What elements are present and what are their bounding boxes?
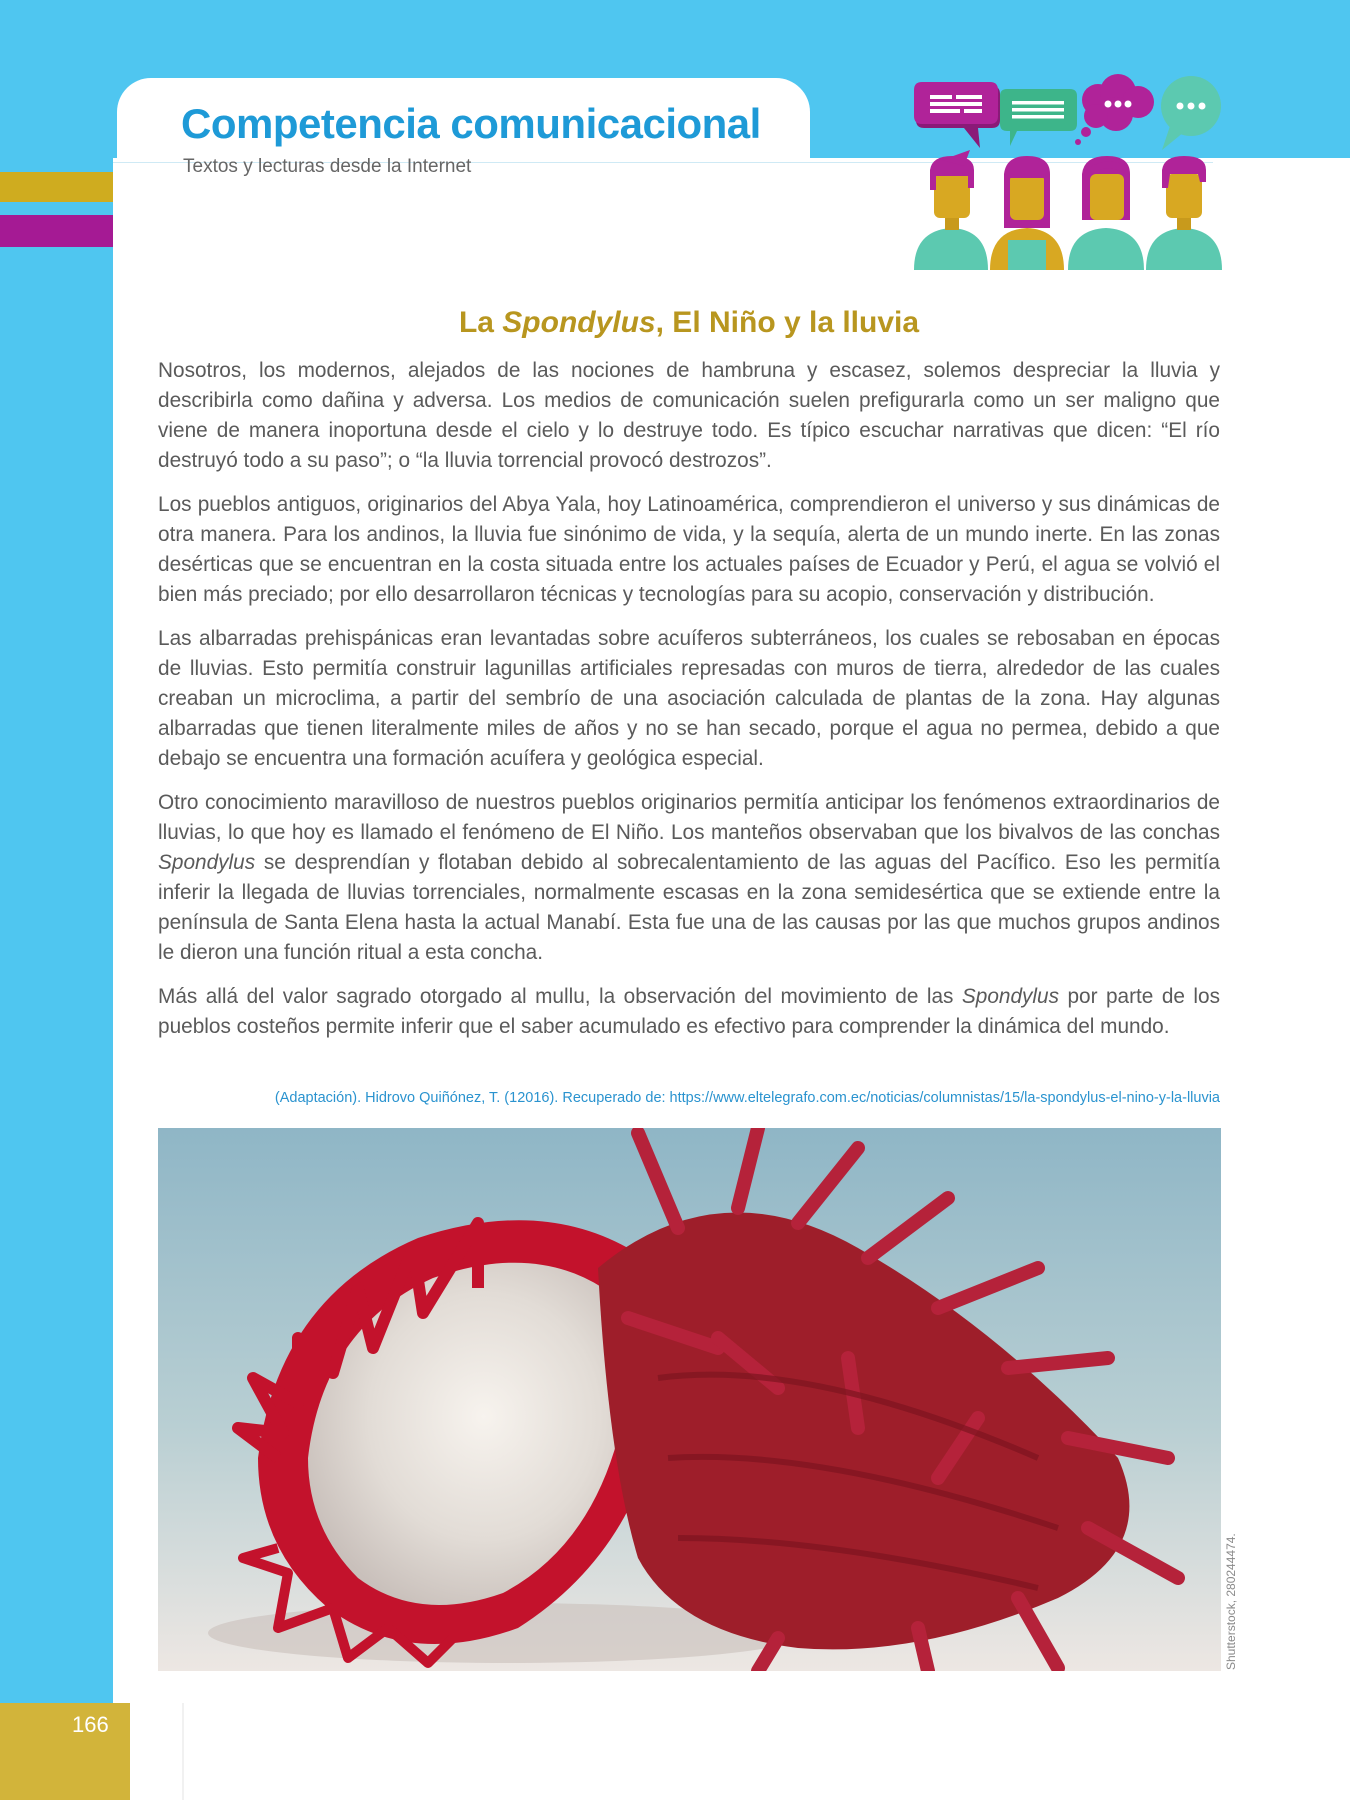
chat-bubble-text-icon — [1000, 89, 1077, 146]
page-number: 166 — [72, 1712, 109, 1737]
paragraph-5-part-a: Más allá del valor sagrado otorgado al mullu, la observación del movimiento de las — [158, 985, 962, 1008]
magenta-stripe — [0, 215, 113, 247]
paragraph-4-italic: Spondylus — [158, 851, 256, 874]
article-title — [158, 306, 1220, 340]
left-color-band — [0, 158, 113, 1703]
chat-bubble-lines-icon — [914, 82, 1000, 148]
section-title: Competencia comunicacional — [181, 100, 761, 147]
article-title-suffix: , El Niño y la lluvia — [655, 306, 920, 339]
article-title-italic: Spondylus — [502, 306, 656, 339]
paragraph-4 — [158, 788, 1220, 968]
paragraph-4-part-b: se desprendían y flotaban debido al sobrecalentamiento de las aguas del Pacífico. Eso les permitía inferir la llegada de lluvias torrenciales, normalmente escasas en la zona semidesértica que se extiende entre la península de Santa Elena hasta la actual Manabí. Esta fue una de las causas por las que muchos grupos andinos le dieron una función ritual a esta concha. — [158, 851, 1220, 964]
paragraph-3: Las albarradas prehispánicas eran levantadas sobre acuíferos subterráneos, los cuales se rebosaban en épocas de lluvias. Esto permitía construir lagunillas artificiales represadas con muros de tierra, alrededor de las cuales creaban un microclima, a partir del sembrío de una asociación calculada de plantas de la zona. Hay algunas albarradas que tienen literalmente miles de años y no se han secado, porque el agua no permea, debido a que debajo se encuentra una formación acuífera y geológica especial. — [158, 627, 1220, 770]
chat-bubble-dots-icon — [1161, 76, 1221, 150]
page-number-box — [0, 1703, 130, 1800]
person-2-icon — [990, 156, 1064, 270]
paragraph-4-part-a: Otro conocimiento maravilloso de nuestros pueblos originarios permitía anticipar los fenómenos extraordinarios de lluvias, lo que hoy es llamado el fenómeno de El Niño. Los manteños observaban que los bivalvos de las conchas — [158, 791, 1220, 844]
person-1-icon — [914, 150, 988, 270]
article-body — [158, 356, 1220, 1056]
person-4-icon — [1146, 156, 1222, 270]
section-subtitle: Textos y lecturas desde la Internet — [183, 156, 472, 177]
article-title-prefix: La — [458, 306, 503, 339]
paragraph-1: Nosotros, los modernos, alejados de las nociones de hambruna y escasez, solemos despreciar la lluvia y describirla como dañina y adversa. Los medios de comunicación suelen prefigurarla como un ser maligno que viene de manera inoportuna desde el cielo y lo destruye todo. Es típico escuchar narrativas que dicen: “El río destruyó todo a su paso”; o “la lluvia torrencial provocó destrozos”. — [158, 359, 1220, 472]
person-3-icon — [1068, 156, 1144, 270]
paragraph-5-part-b: por parte de los pueblos costeños permite inferir que el saber acumulado es efectivo para comprender la dinámica del mundo. — [158, 985, 1220, 1038]
source-citation: (Adaptación). Hidrovo Quiñónez, T. (12016). Recuperado de: https://www.eltelegrafo.com.ec/noticias/columnistas/15/la-spondylus-el-nino-y-la-lluvia — [274, 1090, 1220, 1106]
paragraph-5-italic: Spondylus — [961, 985, 1059, 1008]
paragraph-5 — [158, 982, 1220, 1042]
page-divider — [182, 1703, 184, 1800]
thought-bubble-icon — [1075, 74, 1154, 145]
photo-credit: Shutterstock, 280244474. — [1224, 1533, 1238, 1670]
gold-stripe — [0, 172, 113, 202]
people-chat-illustration — [912, 70, 1224, 280]
paragraph-2: Los pueblos antiguos, originarios del Abya Yala, hoy Latinoamérica, comprendieron el universo y sus dinámicas de otra manera. Para los andinos, la lluvia fue sinónimo de vida, y la sequía, alerta de un mundo inerte. En las zonas desérticas que se encuentran en la costa situada entre los actuales países de Ecuador y Perú, el agua se volvió el bien más preciado; por ello desarrollaron técnicas y tecnologías para su acopio, conservación y distribución. — [158, 493, 1220, 606]
spondylus-shell-photo — [158, 1128, 1221, 1671]
